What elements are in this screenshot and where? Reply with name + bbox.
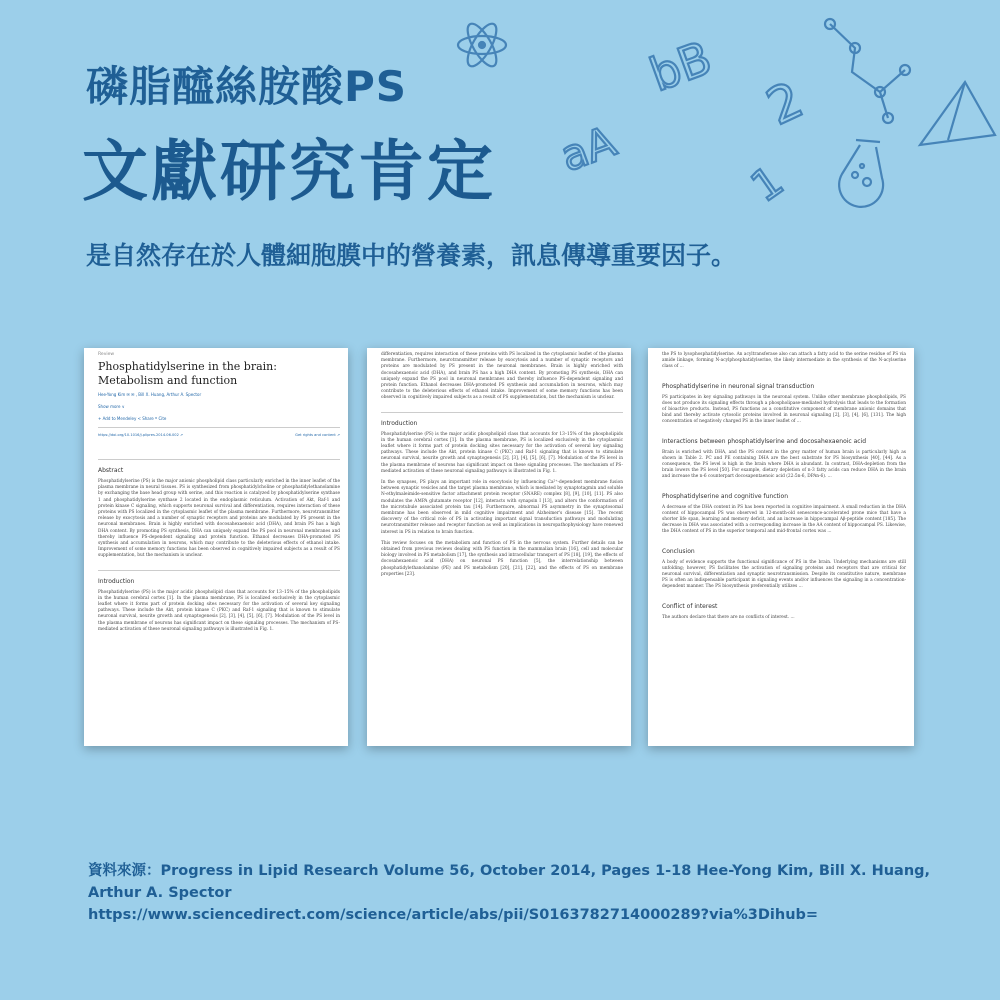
intro-heading: Introduction [98, 577, 135, 585]
section-text-dha: Brain is enriched with DHA, and the PS content in the grey matter of human brain is particularly high as shown in Table 2. PC and PE containing DHA are the best substrate for PS biosynthesis [40], [44]. As a consequence, the PS level is high in the brain where DHA is abundant. In contrast, DHA-depletion from the brain lowers the PS level [50]. For example, dietary depletion of n-3 fatty acids can reduce DHA in the brain and increase the n-6 counterpart docosapentaenoic acid (22:5n-6, DPAn-6). ... [662, 449, 906, 480]
section-heading-conflict: Conflict of interest [662, 602, 718, 610]
page-subtitle: 是自然存在於人體細胞膜中的營養素，訊息傳導重要因子。 [86, 241, 737, 270]
section-text-signal: PS participates in key signaling pathways in the neuronal system. Unlike other membrane phospholipids, PS does not produce its signaling effects through a phospholipase-mediated hydrolysis that leads to the formation of bioactive products. Instead, PS functions as a constitutive component of membrane anionic domains that bind and thereby activate cytosolic proteins involved in neuronal signaling [2], [3], [4], [6], [131]. The high concentration of negatively charged PS in the inner leaflet of ... [662, 394, 906, 425]
intro-text: Phosphatidylserine (PS) is the major acidic phospholipid class that accounts for 13–15% of the phospholipids in the human cerebral cortex [1]. In the plasma membrane, PS is localized exclusively in the cytoplasmic leaflet where it forms part of protein docking sites necessary for the activation of several key signaling pathways. These include the Akt, protein kinase C (PKC) and Raf-1 signaling that is known to stimulate neuronal survival, neurite growth and synaptogenesis [2], [3], [4], [5], [6], [7]. Modulation of the PS level in the plasma membrane of neurons has significant impact on these signaling processes. The mechanism of PS-mediated activation of these neuronal signaling pathways is illustrated in Fig. 1. [381, 431, 623, 474]
source-citation [88, 860, 948, 926]
show-more-link[interactable]: Show more ∨ [98, 404, 125, 409]
article-title: Phosphatidylserine in the brain: Metabolism and function [98, 360, 277, 387]
abstract-text: Phosphatidylserine (PS) is the major anionic phospholipid class particularly enriched in the inner leaflet of the plasma membrane in neural tissues. PS is synthesized from phosphatidylcholine or phosphatidylethanolamine by exchanging the base head group with serine, and this reaction is catalyzed by phosphatidylserine synthase 1 and phosphatidylserine synthase 2 located in the endoplasmic reticulum. Activation of Akt, Raf-1 and protein kinase C signaling, which supports neuronal survival and differentiation, requires interaction of these proteins with PS localized in the cytoplasmic leaflet of the plasma membrane. Furthermore, neurotransmitter release by exocytosis and a number of synaptic receptors and proteins are modulated by PS present in the neuronal membranes. Brain is highly enriched with docosahexaenoic acid (DHA), and brain PS has a high DHA content. By promoting PS synthesis, DHA can uniquely expand the PS pool in neuronal membranes and thereby influence PS-dependent signaling and protein function. Ethanol decreases DHA-promoted PS synthesis and accumulation in neurons, which may contribute to the deleterious effects of ethanol intake. Improvement of some memory functions has been observed in cognitively impaired subjects as a result of PS supplementation, but the mechanism is unclear. [98, 479, 340, 559]
section-text-cognitive: A decrease of the DHA content in PS has been reported in cognitive impairment. A small reduction in the DHA content of hippocampal PS was observed in 12-month-old senescence-accelerated prone mice that have a shorter life span, learning and memory deficit, and an increase in hippocampal Aβ-peptide content [185]. The decrease in DHA was associated with a corresponding increase in the AA content of hippocampal PS. Likewise, the DHA content of PS in the superior temporal and mid-frontal cortex was ... [662, 504, 906, 535]
rights-link[interactable]: Get rights and content ↗ [295, 433, 340, 437]
article-actions[interactable]: + Add to Mendeley < Share ❝ Cite [98, 416, 340, 428]
abstract-heading: Abstract [98, 467, 124, 474]
atom-icon [458, 20, 506, 71]
page-title-line2: 文獻研究肯定 [82, 133, 496, 210]
page-title-line1: 磷脂醯絲胺酸PS [86, 62, 408, 111]
intro-paragraph-2: In the synapses, PS plays an important role in exocytosis by influencing Ca²⁺-dependent membrane fusion between synaptic vesicles and the target plasma membrane, which is mediated by synaptotagmin and soluble N-ethylmaleimide-sensitive factor attachment protein receptor (SNARE) complex [8], [9], [10], [11]. PS also modulates the AMPA glutamate receptor [12], interacts with synapsin I [13], and alters the conformation of the microtubule associated protein tau [14]. Furthermore, abnormal PS asymmetry in the synaptosomal membrane has been observed in mild cognitive impairment and Alzheimer's disease [15]. The recent discovery of the critical role of PS in activating important signal transduction pathways and modulating neurotransmitter release and receptor function as well as implications in neuropathophysiology have renewed interest in PS in relation to brain function. [381, 480, 623, 535]
continued-text: differentiation, requires interaction of these proteins with PS localized in the cytoplasmic leaflet of the plasma membrane. Furthermore, neurotransmitter release by exocytosis and a number of synaptic receptors and proteins are modulated by PS present in the neuronal membranes. Brain is highly enriched with docosahexaenoic acid (DHA), and brain PS has a high DHA content. By promoting PS synthesis, DHA can uniquely expand the PS pool in neuronal membranes and thereby influence PS-dependent signaling and protein function. Ethanol decreases DHA-promoted PS synthesis and accumulation in neurons, which may contribute to the deleterious effects of ethanol intake. Improvement of some memory functions has been observed in cognitively impaired subjects as a result of PS supplementation, but the mechanism is unclear. [381, 352, 623, 401]
section-text-conflict: The authors declare that there are no conflicts of interest. ... [662, 614, 795, 620]
deco-letters-aa: aA [554, 116, 623, 182]
article-authors[interactable]: Hee-Yong Kim ✉ ✉ , Bill X. Huang, Arthur A. Spector [98, 392, 202, 397]
section-heading-signal: Phosphatidylserine in neuronal signal transduction [662, 382, 815, 390]
section-text-conclusion: A body of evidence supports the functional significance of PS in the brain. Underlying mechanisms are still unfolding; however, PS facilitates the activation of signaling proteins and receptors that are critical for neuronal survival, differentiation and synaptic neurotransmission. Despite its constitutive nature, membrane PS is often an indispensable participant in signaling events and/or influences the signaling in a concentration-dependent manner. The PS biosynthesis preferentially utilizes ... [662, 559, 906, 590]
intro-text: Phosphatidylserine (PS) is the major acidic phospholipid class that accounts for 13–15% of the phospholipids in the human cerebral cortex [1]. In the plasma membrane, PS is localized exclusively in the cytoplasmic leaflet where it forms part of protein docking sites necessary for the activation of several key signaling pathways. These include the Akt, protein kinase C (PKC) and Raf-1 signaling that is known to stimulate neuronal survival, neurite growth and synaptogenesis [2], [3], [4], [5], [6], [7]. Modulation of the PS level in the plasma membrane of neurons has significant impact on these signaling processes. The mechanism of PS-mediated activation of these neuronal signaling pathways is illustrated in Fig. 1. [98, 589, 340, 632]
paper-page-3 [648, 348, 914, 746]
intro-heading: Introduction [381, 419, 418, 427]
pyramid-icon [920, 82, 995, 145]
section-heading-dha: Interactions between phosphatidylserine and docosahexaenoic acid [662, 437, 867, 445]
science-decorations [430, 10, 1000, 230]
source-url[interactable]: https://www.sciencedirect.com/science/article/abs/pii/S0163782714000289?via%3Dihub= [88, 907, 819, 923]
doi-link[interactable]: https://doi.org/10.1016/j.plipres.2014.06.002 ↗ [98, 433, 184, 437]
paper-page-1 [84, 348, 348, 746]
molecule-icon [825, 19, 910, 123]
source-reference: 資料來源：Progress in Lipid Research Volume 56, October 2014, Pages 1-18 Hee-Yong Kim, Bill X. Huang, Arthur A. Spector [88, 863, 931, 901]
deco-digit-2: 2 [758, 70, 812, 137]
article-type-label: Review [98, 352, 115, 357]
section-heading-cognitive: Phosphatidylserine and cognitive function [662, 492, 789, 500]
deco-digit-1: 1 [742, 156, 793, 212]
intro-paragraph-3: This review focuses on the metabolism and function of PS in the nervous system. Further details can be obtained from previous reviews dealing with PS function in the mammalian brain [16], cell and molecular biology involved in PS metabolism [17], the synthesis and intracellular transport of PS [18], [19], the effects of docosahexaenoic acid (DHA) on neuronal PS function [5], the interrelationship between phosphatidylethanolamine (PE) and PS metabolism [20], [21], [22], and the effects of PS on membrane properties [23]. [381, 540, 623, 577]
continued-text: the PS to lysophosphatidylserine. An acyltransferase also can attach a fatty acid to the serine residue of PS via amide linkage, forming N-acylphosphatidylserine, the likely intermediate in the synthesis of the N-acylserine class of ... [662, 352, 906, 370]
deco-letters-bb: bB [642, 30, 719, 102]
paper-page-2 [367, 348, 631, 746]
flask-icon [839, 140, 883, 207]
section-heading-conclusion: Conclusion [662, 547, 695, 555]
